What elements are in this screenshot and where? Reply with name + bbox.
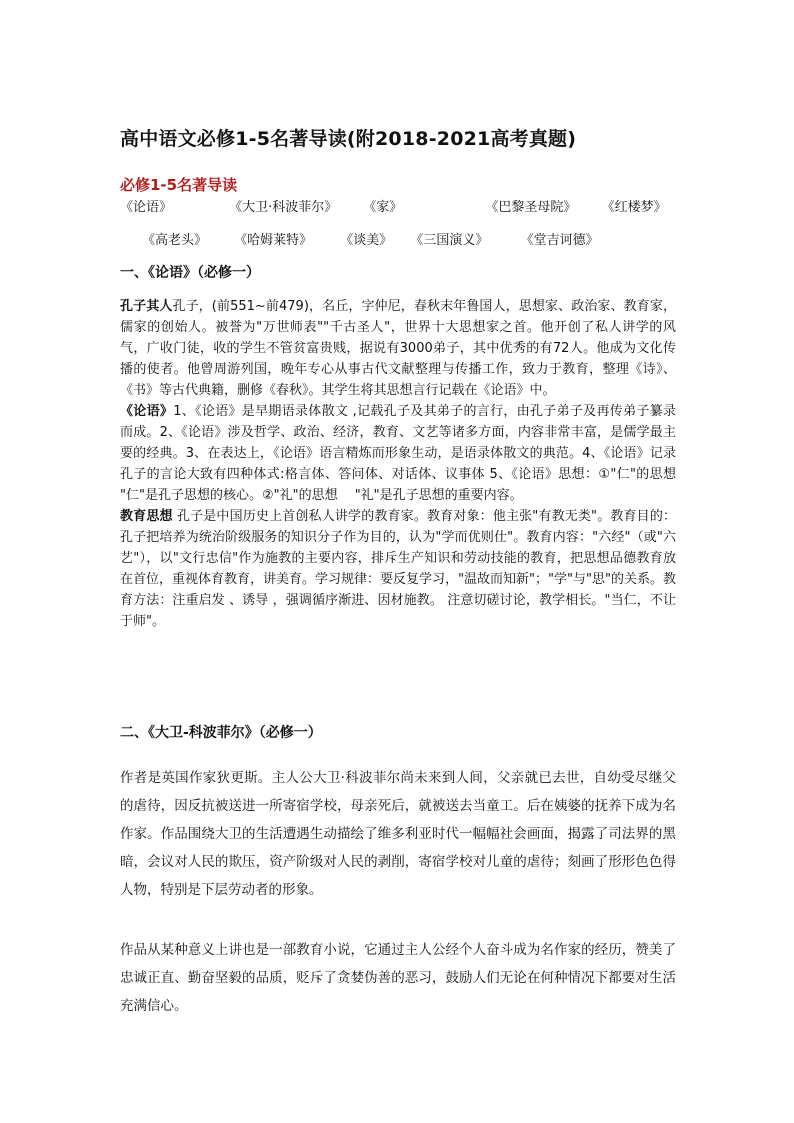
section-heading: 一、《论语》（必修一） <box>120 265 260 281</box>
work-title: 《哈姆莱特》 <box>234 233 313 248</box>
section-1-body <box>120 296 694 632</box>
work-title: 《三国演义》 <box>410 233 489 248</box>
work-title: 《论语》 <box>120 200 173 215</box>
paragraph-text: 孔子是中国历史上首创私人讲学的教育家。教育对象：他主张"有教无类"。教育目的：孔子把培养为统治阶级服务的知识分子作为目的，认为"学而优则仕"。教育内容："六经"（或"六艺"），以"文行忠信"作为施教的主要内容，排斥生产知识和劳动技能的教育，把思想品德教育放在首位，重视体育教育，讲美育。学习规律：要反复学习，"温故而知新"；"学"与"思"的关系。教育方法：注重启发 、诱导 ，强调循序渐进、因材施教。 注意切磋讨论，教学相长。"当仁，不让于师"。 <box>120 509 676 629</box>
work-title: 《巴黎圣母院》 <box>485 200 577 215</box>
work-title: 《家》 <box>363 200 403 215</box>
work-title: 《红楼梦》 <box>601 200 667 215</box>
document-title: 高中语文必修1-5名著导读(附2018-2021高考真题) <box>120 128 577 150</box>
section-2-paragraph: 作品从某种意义上讲也是一部教育小说，它通过主人公经个人奋斗成为名作家的经历，赞美了忠诚正直、勤奋坚毅的品质，贬斥了贪婪伪善的恶习，鼓励人们无论在何种情况下都要对生活充满信心。 <box>120 942 676 1014</box>
work-title: 《大卫·科波菲尔》 <box>229 200 338 215</box>
subtitle: 必修1-5名著导读 <box>120 176 238 194</box>
paragraph-lead: 孔子其人 <box>120 299 173 314</box>
paragraph-text: 1、《论语》是早期语录体散文 ,记载孔子及其弟子的言行，由孔子弟子及再传弟子纂录而成。2、《论语》涉及哲学、政治、经济，教育、文艺等诸多方面，内容非常丰富，是儒学最主要的经典。3、在表达上，《论语》语言精炼而形象生动，是语录体散文的典范。4、《论语》记录孔子的言论大致有四种体式:格言体、答问体、对话体、议事体 5、《论语》思想：①"仁"的思想 "仁"是孔子思想的核心。②"礼"的思想 "礼"是孔子思想的重要内容。 <box>120 404 694 503</box>
work-title: 《堂吉诃德》 <box>520 233 599 248</box>
paragraph-lead: 教育思想 <box>120 509 173 524</box>
paragraph-lead: 《论语》 <box>120 404 174 419</box>
paragraph-text: 孔子，(前551~前479)，名丘，字仲尼，春秋末年鲁国人，思想家、政治家、教育家，儒家的创始人。被誉为"万世师表""千古圣人"，世界十大思想家之首。他开创了私人讲学的风气，广收门徒，收的学生不管贫富贵贱，据说有3000弟子，其中优秀的有72人。他成为文化传播的使者。他曾周游列国，晚年专心从事古代文献整理与传播工作，致力于教育，整理《诗》、《书》等古代典籍，删修《春秋》。其学生将其思想言行记载在《论语》中。 <box>120 299 676 398</box>
work-title: 《谈美》 <box>340 233 393 248</box>
section-heading: 二、《大卫-科波菲尔》（必修一） <box>120 725 322 741</box>
work-title: 《高老头》 <box>142 233 208 248</box>
works-list-row-2 <box>142 229 599 248</box>
works-list-row-1 <box>120 196 667 215</box>
section-2-paragraph: 作者是英国作家狄更斯。主人公大卫·科波菲尔尚未来到人间，父亲就已去世，自幼受尽继父的虐待，因反抗被送进一所寄宿学校，母亲死后，就被送去当童工。后在姨婆的抚养下成为名作家。作品围绕大卫的生活遭遇生动描绘了维多利亚时代一幅幅社会画面，揭露了司法界的黑暗，会议对人民的欺压，资产阶级对人民的剥削，寄宿学校对儿童的虐待；刻画了形形色色得人物，特别是下层劳动者的形象。 <box>120 770 676 898</box>
